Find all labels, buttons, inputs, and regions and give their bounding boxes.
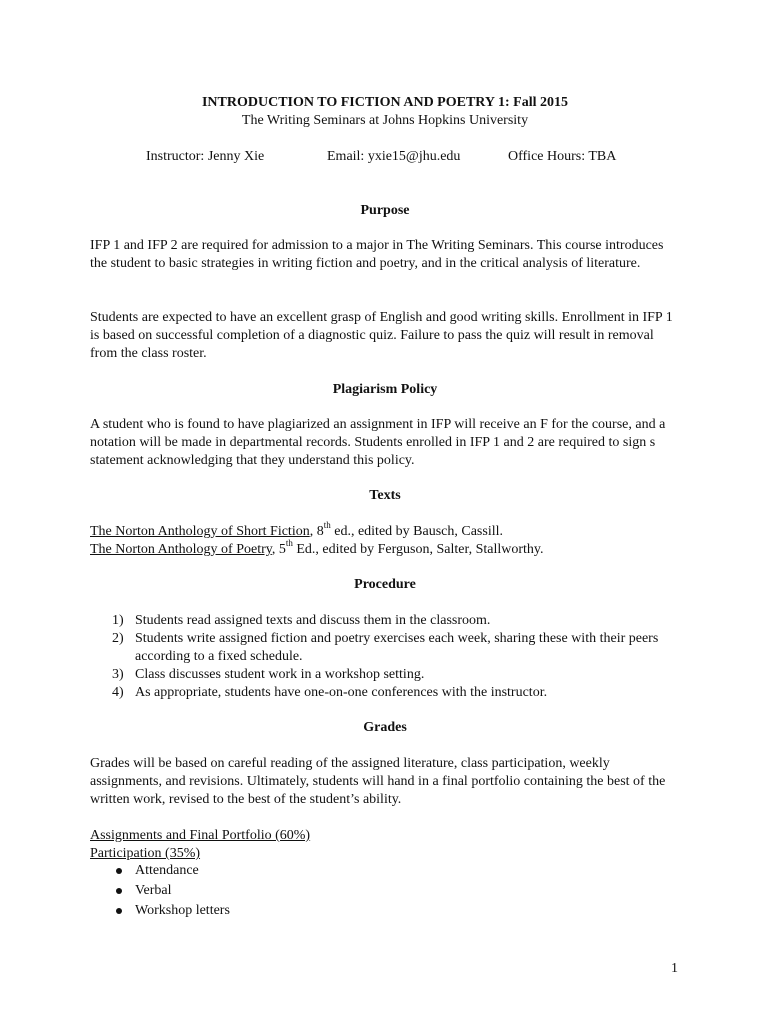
document-subtitle: The Writing Seminars at Johns Hopkins University <box>241 113 529 128</box>
texts-heading: Texts <box>369 488 401 503</box>
document-title: INTRODUCTION TO FICTION AND POETRY 1: Fall 2015 <box>201 95 568 110</box>
list-item: Verbal <box>90 881 680 901</box>
purpose-paragraph-1: IFP 1 and IFP 2 are required for admission to a major in The Writing Seminars. This course introduces the student to basic strategies in writing fiction and poetry, and in the critical analysis of literature. <box>90 238 664 271</box>
text-2-title: The Norton Anthology of Poetry <box>90 542 272 557</box>
page-number: 1 <box>671 961 678 976</box>
procedure-heading: Procedure <box>354 577 416 592</box>
participation-bullet-list <box>90 861 680 921</box>
text-item-1: The Norton Anthology of Short Fiction, 8th ed., edited by Bausch, Cassill. <box>90 520 503 539</box>
list-item: 4) As appropriate, students have one-on-one conferences with the instructor. <box>112 685 548 700</box>
office-hours: Office Hours: TBA <box>508 149 617 164</box>
plagiarism-heading: Plagiarism Policy <box>332 382 438 397</box>
list-item: Workshop letters <box>90 901 680 921</box>
purpose-paragraph-2: Students are expected to have an excellent grasp of English and good writing skills. Enrollment in IFP 1 is based on successful completion of a diagnostic quiz. Failure to pass the quiz will result in removal from the class roster. <box>90 310 673 361</box>
participation-weight: Participation (35%) <box>90 846 201 861</box>
list-item: 3) Class discusses student work in a workshop setting. <box>112 667 425 682</box>
text-item-2: The Norton Anthology of Poetry, 5th Ed., edited by Ferguson, Salter, Stallworthy. <box>90 538 544 557</box>
bullet-icon <box>116 868 122 874</box>
list-item: 1) Students read assigned texts and discuss them in the classroom. <box>112 613 491 628</box>
bullet-icon <box>116 908 122 914</box>
bullet-icon <box>116 888 122 894</box>
instructor-name: Instructor: Jenny Xie <box>146 149 265 164</box>
grades-paragraph: Grades will be based on careful reading of the assigned literature, class participation, weekly assignments, and revisions. Ultimately, students will hand in a final portfolio containing the best of the written work, revised to the best of the student’s ability. <box>90 756 666 807</box>
list-item: Attendance <box>90 861 680 881</box>
assignments-weight: Assignments and Final Portfolio (60%) <box>90 828 311 843</box>
instructor-email: Email: yxie15@jhu.edu <box>327 149 461 164</box>
grades-heading: Grades <box>363 720 407 735</box>
text-1-title: The Norton Anthology of Short Fiction <box>90 524 310 539</box>
instructor-info-row <box>90 148 680 166</box>
list-item: 2) Students write assigned fiction and poetry exercises each week, sharing these with their peers according to a fixed schedule. <box>112 631 659 664</box>
plagiarism-paragraph: A student who is found to have plagiarized an assignment in IFP will receive an F for the course, and a notation will be made in departmental records. Students enrolled in IFP 1 and 2 are required to sign s statement acknowledging that they understand this policy. <box>90 417 666 468</box>
purpose-heading: Purpose <box>360 203 410 218</box>
procedure-list <box>90 612 680 702</box>
